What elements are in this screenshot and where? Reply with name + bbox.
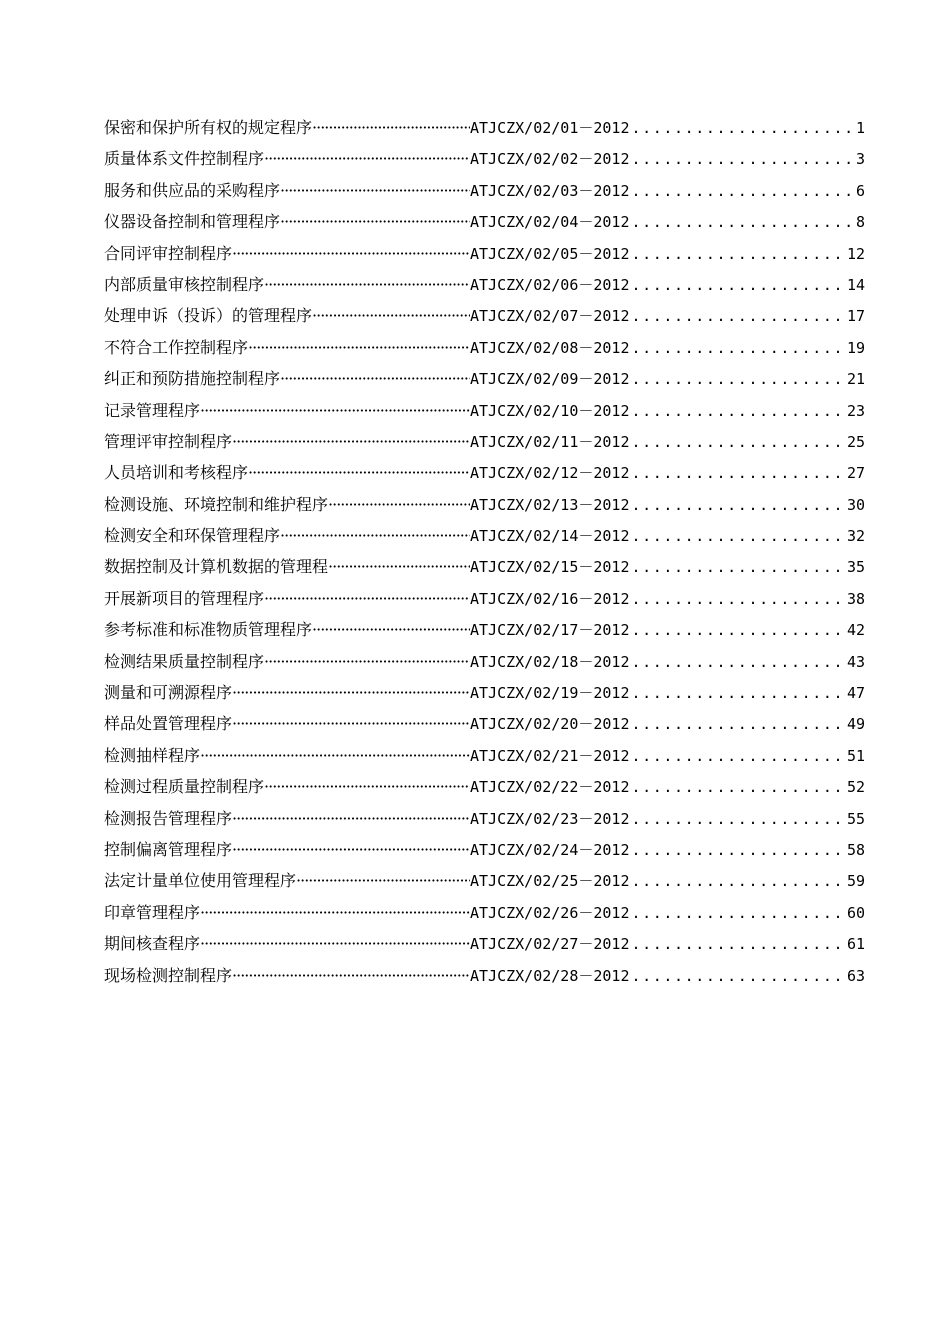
toc-leader-dots	[630, 804, 847, 835]
toc-leader-dots	[200, 395, 470, 426]
toc-entry-page: 21	[846, 370, 865, 389]
toc-entry-title: 记录管理程序	[104, 400, 201, 420]
toc-entry-title-group	[104, 332, 470, 363]
toc-entry-title-group	[104, 112, 470, 143]
toc-leader-dots	[264, 269, 470, 300]
toc-leader-dots	[200, 740, 470, 771]
toc-entry-page: 3	[855, 150, 865, 169]
toc-entry-page: 6	[855, 181, 865, 200]
toc-entry-page: 25	[846, 432, 865, 451]
toc-entry-code: ATJCZX/02/11－2012	[470, 432, 630, 451]
toc-entry-title: 参考标准和标准物质管理程序	[104, 620, 313, 640]
toc-entry[interactable]	[104, 457, 865, 488]
toc-entry-title: 纠正和预防措施控制程序	[104, 369, 281, 389]
toc-leader-dots	[630, 929, 847, 960]
toc-entry[interactable]	[104, 614, 865, 645]
toc-entry[interactable]	[104, 238, 865, 269]
toc-entry-title: 不符合工作控制程序	[104, 337, 249, 357]
toc-entry[interactable]	[104, 112, 865, 143]
toc-entry-title: 数据控制及计算机数据的管理程	[104, 557, 329, 577]
toc-entry-code: ATJCZX/02/05－2012	[470, 244, 630, 263]
toc-leader-dots	[630, 113, 856, 144]
toc-entry-page: 38	[846, 589, 865, 608]
toc-entry-page: 42	[846, 621, 865, 640]
toc-leader-dots	[312, 300, 470, 331]
toc-entry-page: 60	[846, 903, 865, 922]
toc-entry-code: ATJCZX/02/13－2012	[470, 495, 630, 514]
toc-entry-title-group	[104, 740, 470, 771]
toc-entry-page: 59	[846, 872, 865, 891]
toc-leader-dots	[630, 427, 847, 458]
toc-entry-title: 仪器设备控制和管理程序	[104, 212, 281, 232]
toc-entry-code: ATJCZX/02/23－2012	[470, 809, 630, 828]
toc-entry-code: ATJCZX/02/21－2012	[470, 746, 630, 765]
toc-leader-dots	[248, 332, 470, 363]
toc-entry-title-group	[104, 238, 470, 269]
toc-entry[interactable]	[104, 865, 865, 896]
toc-entry-title-group	[104, 960, 470, 991]
toc-leader-dots	[280, 206, 470, 237]
toc-leader-dots	[630, 772, 847, 803]
toc-entry-code: ATJCZX/02/04－2012	[470, 213, 630, 232]
toc-entry-title: 样品处置管理程序	[104, 714, 233, 734]
toc-leader-dots	[630, 176, 856, 207]
toc-entry-code: ATJCZX/02/20－2012	[470, 715, 630, 734]
toc-leader-dots	[630, 961, 847, 992]
toc-entry-title-group	[104, 803, 470, 834]
toc-leader-dots	[328, 489, 470, 520]
toc-entry-page: 12	[846, 244, 865, 263]
toc-leader-dots	[630, 333, 847, 364]
toc-entry-code: ATJCZX/02/06－2012	[470, 275, 630, 294]
toc-leader-dots	[630, 552, 847, 583]
toc-leader-dots	[630, 584, 847, 615]
toc-leader-dots	[630, 741, 847, 772]
toc-leader-dots	[232, 238, 470, 269]
toc-entry-title-group	[104, 206, 470, 237]
toc-entry-page: 17	[846, 307, 865, 326]
toc-leader-dots	[312, 614, 470, 645]
toc-entry[interactable]	[104, 143, 865, 174]
toc-entry-page: 55	[846, 809, 865, 828]
toc-entry-code: ATJCZX/02/08－2012	[470, 338, 630, 357]
toc-leader-dots	[630, 270, 847, 301]
toc-entry-title-group	[104, 457, 470, 488]
toc-entry-title: 保密和保护所有权的规定程序	[104, 118, 313, 137]
toc-leader-dots	[200, 928, 470, 959]
toc-entry[interactable]	[104, 897, 865, 928]
toc-leader-dots	[630, 458, 847, 489]
toc-leader-dots	[264, 583, 470, 614]
toc-entry-title-group	[104, 489, 470, 520]
toc-entry[interactable]	[104, 175, 865, 206]
toc-leader-dots	[630, 709, 847, 740]
toc-entry[interactable]	[104, 771, 865, 802]
toc-entry-title: 检测过程质量控制程序	[104, 777, 265, 797]
toc-entry[interactable]	[104, 551, 865, 582]
toc-entry-title: 管理评审控制程序	[104, 431, 233, 451]
toc-entry-title-group	[104, 175, 470, 206]
toc-entry[interactable]	[104, 803, 865, 834]
toc-entry-page: 61	[846, 935, 865, 954]
toc-entry-title-group	[104, 143, 470, 174]
toc-entry-title-group	[104, 269, 470, 300]
toc-leader-dots	[630, 647, 847, 678]
table-of-contents	[104, 112, 865, 991]
toc-entry-title-group	[104, 834, 470, 865]
toc-leader-dots	[630, 144, 856, 175]
toc-leader-dots	[630, 835, 847, 866]
toc-entry-code: ATJCZX/02/10－2012	[470, 401, 630, 420]
toc-leader-dots	[328, 551, 470, 582]
toc-leader-dots	[630, 207, 856, 238]
toc-entry-title-group	[104, 897, 470, 928]
toc-entry-code: ATJCZX/02/18－2012	[470, 652, 630, 671]
toc-leader-dots	[264, 646, 470, 677]
toc-entry-code: ATJCZX/02/02－2012	[470, 150, 630, 169]
toc-entry-code: ATJCZX/02/28－2012	[470, 966, 630, 985]
toc-entry-code: ATJCZX/02/27－2012	[470, 935, 630, 954]
toc-entry-page: 30	[846, 495, 865, 514]
toc-entry-title-group	[104, 708, 470, 739]
toc-entry-title: 质量体系文件控制程序	[104, 149, 265, 169]
toc-entry-title: 现场检测控制程序	[104, 965, 233, 985]
toc-entry[interactable]	[104, 300, 865, 331]
toc-leader-dots	[232, 834, 470, 865]
toc-entry-title: 服务和供应品的采购程序	[104, 180, 281, 200]
toc-entry[interactable]	[104, 928, 865, 959]
toc-entry-title-group	[104, 771, 470, 802]
toc-entry-title-group	[104, 928, 470, 959]
toc-entry-title: 法定计量单位使用管理程序	[104, 871, 297, 891]
toc-entry[interactable]	[104, 269, 865, 300]
toc-entry-title-group	[104, 426, 470, 457]
toc-entry-code: ATJCZX/02/16－2012	[470, 589, 630, 608]
toc-leader-dots	[630, 364, 847, 395]
toc-entry[interactable]	[104, 489, 865, 520]
toc-entry-code: ATJCZX/02/24－2012	[470, 840, 630, 859]
toc-leader-dots	[280, 520, 470, 551]
toc-entry-title-group	[104, 395, 470, 426]
toc-entry-title: 检测结果质量控制程序	[104, 651, 265, 671]
toc-entry-title-group	[104, 300, 470, 331]
toc-leader-dots	[232, 426, 470, 457]
toc-entry-code: ATJCZX/02/09－2012	[470, 370, 630, 389]
toc-entry-title-group	[104, 363, 470, 394]
toc-entry-title-group	[104, 677, 470, 708]
toc-entry[interactable]	[104, 363, 865, 394]
toc-leader-dots	[630, 866, 847, 897]
toc-leader-dots	[200, 897, 470, 928]
toc-entry-code: ATJCZX/02/01－2012	[470, 119, 630, 137]
toc-entry-title: 处理申诉（投诉）的管理程序	[104, 306, 313, 326]
toc-entry-title-group	[104, 865, 470, 896]
toc-entry-title-group	[104, 520, 470, 551]
toc-entry-code: ATJCZX/02/12－2012	[470, 464, 630, 483]
toc-entry[interactable]	[104, 960, 865, 991]
toc-leader-dots	[630, 490, 847, 521]
toc-leader-dots	[630, 301, 847, 332]
toc-entry-code: ATJCZX/02/17－2012	[470, 621, 630, 640]
toc-entry-title: 控制偏离管理程序	[104, 839, 233, 859]
toc-leader-dots	[630, 678, 847, 709]
toc-leader-dots	[232, 677, 470, 708]
toc-entry-title-group	[104, 583, 470, 614]
toc-entry[interactable]	[104, 740, 865, 771]
toc-entry-page: 52	[846, 778, 865, 797]
toc-entry-title: 检测抽样程序	[104, 745, 201, 765]
toc-leader-dots	[248, 457, 470, 488]
toc-entry-code: ATJCZX/02/26－2012	[470, 903, 630, 922]
toc-entry-page: 35	[846, 558, 865, 577]
toc-entry-code: ATJCZX/02/14－2012	[470, 527, 630, 546]
toc-entry-code: ATJCZX/02/25－2012	[470, 872, 630, 891]
toc-entry-title: 测量和可溯源程序	[104, 683, 233, 703]
toc-leader-dots	[280, 363, 470, 394]
toc-entry-title: 检测安全和环保管理程序	[104, 526, 281, 546]
toc-leader-dots	[630, 898, 847, 929]
toc-leader-dots	[232, 960, 470, 991]
toc-entry-page: 32	[846, 527, 865, 546]
toc-entry-page: 47	[846, 684, 865, 703]
toc-leader-dots	[630, 521, 847, 552]
toc-leader-dots	[280, 175, 470, 206]
toc-entry-page: 23	[846, 401, 865, 420]
toc-entry-title: 开展新项目的管理程序	[104, 588, 265, 608]
toc-entry-page: 58	[846, 840, 865, 859]
toc-entry-title-group	[104, 551, 470, 582]
toc-leader-dots	[630, 396, 847, 427]
toc-entry-page: 1	[855, 119, 865, 137]
toc-entry-page: 14	[846, 275, 865, 294]
toc-leader-dots	[264, 771, 470, 802]
toc-entry-page: 19	[846, 338, 865, 357]
toc-entry[interactable]	[104, 834, 865, 865]
toc-entry-title: 人员培训和考核程序	[104, 463, 249, 483]
toc-entry-title: 内部质量审核控制程序	[104, 274, 265, 294]
toc-entry-page: 8	[855, 213, 865, 232]
toc-entry-page: 27	[846, 464, 865, 483]
toc-leader-dots	[296, 865, 470, 896]
toc-entry-title: 期间核查程序	[104, 934, 201, 954]
toc-entry[interactable]	[104, 677, 865, 708]
toc-entry[interactable]	[104, 646, 865, 677]
toc-entry-code: ATJCZX/02/22－2012	[470, 778, 630, 797]
toc-entry[interactable]	[104, 395, 865, 426]
toc-leader-dots	[232, 803, 470, 834]
toc-entry-page: 63	[846, 966, 865, 985]
toc-entry[interactable]	[104, 426, 865, 457]
toc-entry-title: 合同评审控制程序	[104, 243, 233, 263]
toc-entry[interactable]	[104, 332, 865, 363]
toc-entry-code: ATJCZX/02/03－2012	[470, 181, 630, 200]
toc-entry[interactable]	[104, 708, 865, 739]
toc-entry-page: 43	[846, 652, 865, 671]
toc-entry[interactable]	[104, 206, 865, 237]
toc-entry-title: 检测设施、环境控制和维护程序	[104, 494, 329, 514]
toc-leader-dots	[312, 112, 470, 143]
toc-entry-title-group	[104, 614, 470, 645]
toc-leader-dots	[630, 615, 847, 646]
toc-entry[interactable]	[104, 520, 865, 551]
toc-leader-dots	[232, 708, 470, 739]
toc-entry-page: 49	[846, 715, 865, 734]
toc-entry-code: ATJCZX/02/07－2012	[470, 307, 630, 326]
toc-leader-dots	[630, 239, 847, 270]
toc-leader-dots	[264, 143, 470, 174]
toc-entry-code: ATJCZX/02/19－2012	[470, 684, 630, 703]
toc-entry-code: ATJCZX/02/15－2012	[470, 558, 630, 577]
toc-entry-title: 印章管理程序	[104, 902, 201, 922]
toc-entry-title: 检测报告管理程序	[104, 808, 233, 828]
toc-entry-page: 51	[846, 746, 865, 765]
toc-entry[interactable]	[104, 583, 865, 614]
toc-entry-title-group	[104, 646, 470, 677]
